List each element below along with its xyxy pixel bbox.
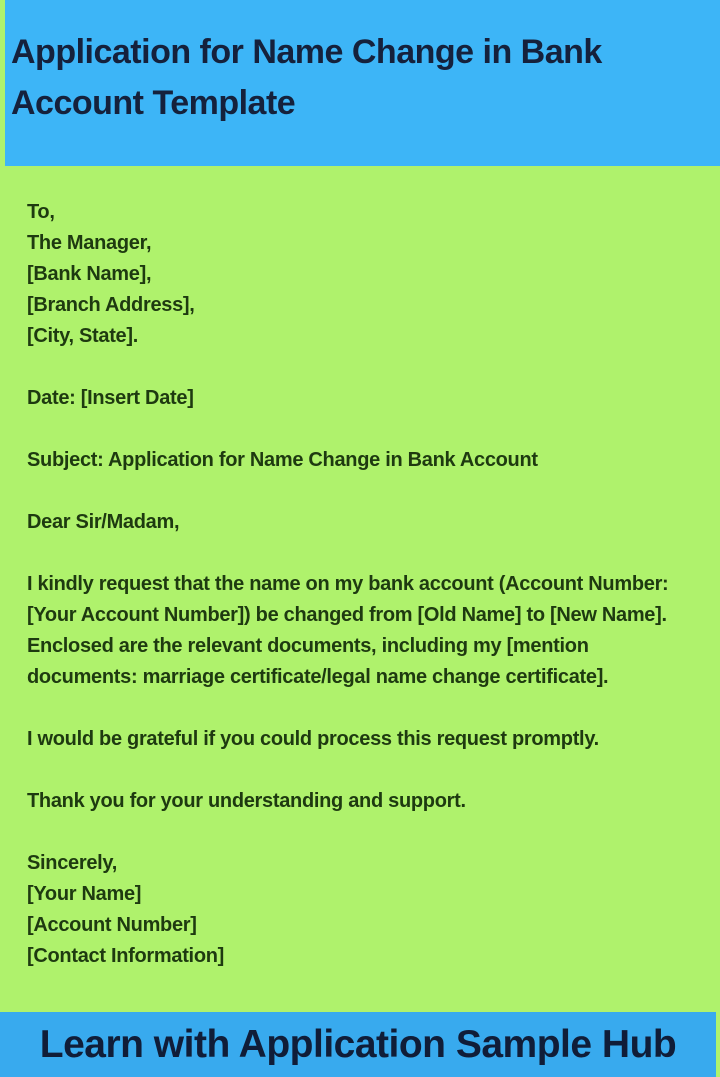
footer-banner [0,1012,716,1077]
closing-block [27,848,691,972]
body-paragraph: Thank you for your understanding and support. [27,790,466,812]
body-paragraph: I kindly request that the name on my bank account (Account Number: [Your Account Number]) be changed from [Old Name] to [New Name]. Enclosed are the relevant documents, including my [mention documents: marriage certificate/legal name change certificate]. [27,573,669,688]
title-banner [5,0,720,166]
date-line: Date: [Insert Date] [27,387,194,409]
recipient-line: [Branch Address], [27,294,195,316]
recipient-line: [City, State]. [27,325,138,347]
body-paragraph: I would be grateful if you could process this request promptly. [27,728,599,750]
salutation: Dear Sir/Madam, [27,511,180,533]
closing-line: Sincerely, [27,852,118,874]
recipient-line: To, [27,201,55,223]
closing-line: [Your Name] [27,883,142,905]
closing-line: [Contact Information] [27,945,225,967]
recipient-block [27,197,691,352]
page-title: Application for Name Change in Bank Account Template [11,33,602,122]
closing-line: [Account Number] [27,914,197,936]
letter-body [0,166,720,1012]
recipient-line: The Manager, [27,232,152,254]
footer-brand-text: Learn with Application Sample Hub [39,1022,677,1066]
recipient-line: [Bank Name], [27,263,152,285]
subject-line: Subject: Application for Name Change in Bank Account [27,449,538,471]
